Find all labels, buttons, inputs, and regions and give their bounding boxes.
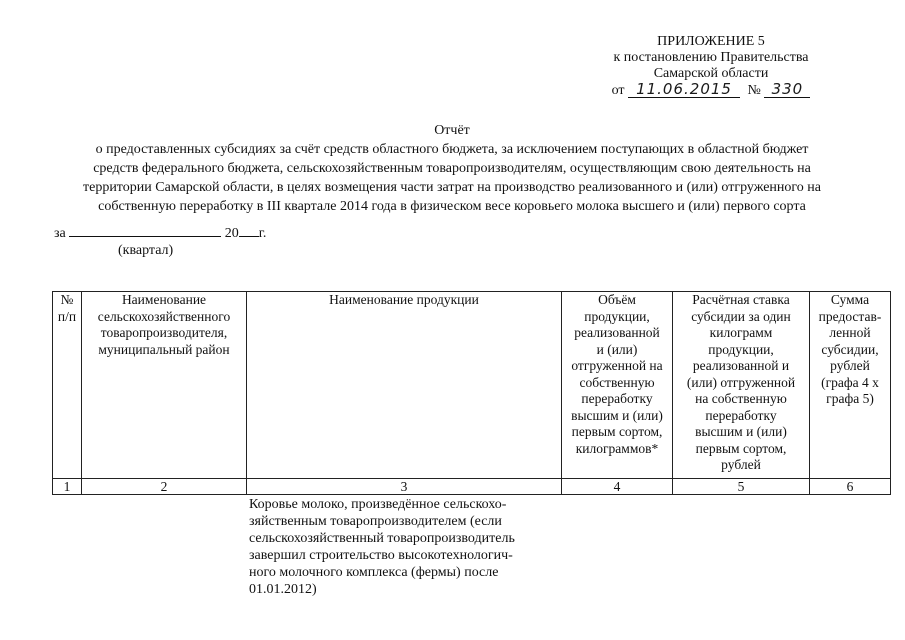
product-description: Коровье молоко, произведённое сельскохо- зяйственным товаропроизводителем (если сельскохозяйственный товаропроизводитель завершил строительство высокотехнологич- ного молочного комплекса (фермы) после 01.01.2012) (249, 497, 515, 597)
column-number-row (53, 479, 891, 495)
heading-line-3: территории Самарской области, в целях возмещения части затрат на производство реализованного и (или) отгруженного на (82, 180, 821, 195)
header-cell-amount: Сумма предостав- ленной субсидии, рублей (графа 4 х графа 5) (810, 292, 891, 479)
handwritten-number: 330 (764, 82, 810, 98)
year-prefix: 20 (224, 226, 239, 241)
heading-line-2: средств федерального бюджета, сельскохозяйственным товаропроизводителям, осуществляющим свою деятельность на (93, 161, 811, 176)
column-number: 4 (562, 479, 673, 495)
year-blank (239, 224, 259, 237)
column-number: 6 (810, 479, 891, 495)
column-number: 3 (247, 479, 562, 495)
quarter-blank (69, 224, 221, 237)
appendix-line-1: к постановлению Правительства (613, 50, 809, 65)
report-heading (40, 121, 864, 216)
appendix-header (596, 34, 826, 100)
number-sign: № (747, 83, 761, 98)
quarter-caption: (квартал) (118, 243, 174, 258)
column-number: 5 (673, 479, 810, 495)
appendix-title: ПРИЛОЖЕНИЕ 5 (657, 34, 765, 49)
handwritten-date: 11.06.2015 (628, 82, 740, 98)
period-line (54, 224, 354, 242)
heading-line-1: о предоставленных субсидиях за счёт средств областного бюджета, за исключением поступающих в областной бюджет (95, 142, 809, 157)
header-cell-number: № п/п (53, 292, 82, 479)
header-cell-volume: Объём продукции, реализованной и (или) отгруженной на собственную переработку высшим и (или) первым сортом, килограммов* (562, 292, 673, 479)
column-number: 2 (82, 479, 247, 495)
report-table (52, 291, 891, 495)
year-suffix: г. (258, 226, 267, 241)
appendix-line-2: Самарской области (653, 66, 769, 81)
header-cell-rate: Расчётная ставка субсидии за один килограмм продукции, реализованной и (или) отгруженной на собственную переработку высшим и (или) первым сортом, рублей (673, 292, 810, 479)
report-title: Отчёт (434, 123, 470, 138)
header-cell-producer: Наименование сельскохозяйственного товаропроизводителя, муниципальный район (82, 292, 247, 479)
period-prefix: за (54, 226, 66, 241)
date-prefix: от (611, 83, 625, 98)
table-header-row (53, 292, 891, 479)
column-number: 1 (53, 479, 82, 495)
heading-line-4: собственную переработку в III квартале 2014 года в физическом весе коровьего молока высшего и (или) первого сорта (98, 199, 806, 214)
appendix-date-line (596, 82, 826, 100)
header-cell-product: Наименование продукции (247, 292, 562, 479)
